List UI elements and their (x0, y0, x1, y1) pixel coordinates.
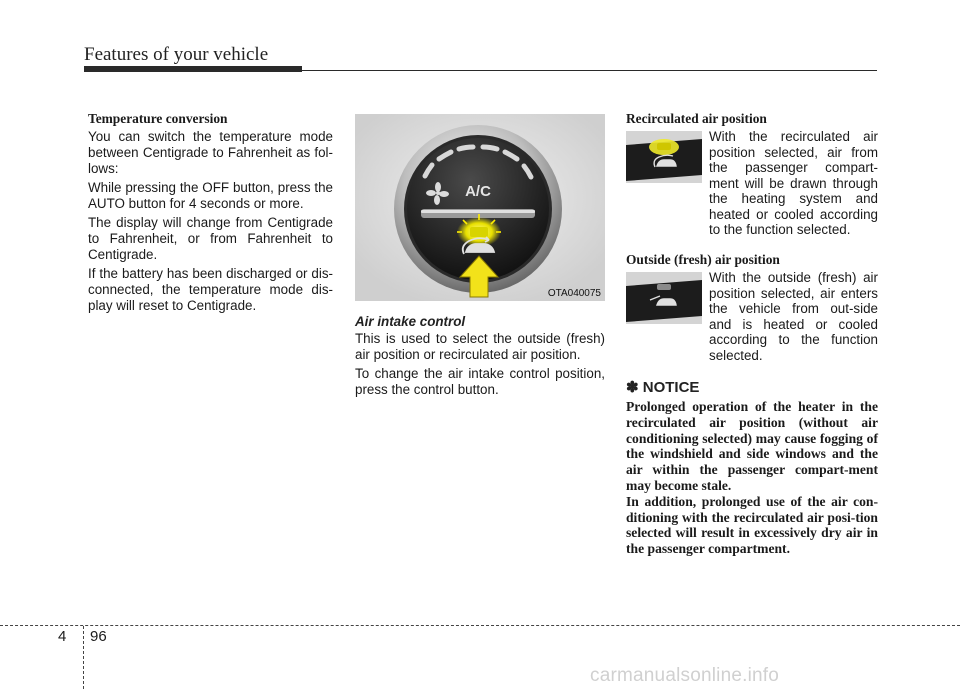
watermark: carmanualsonline.info (590, 665, 780, 686)
figure-code: OTA040075 (547, 288, 601, 299)
tc-paragraph: The display will change from Centigrade to Fahrenheit, or from Fahrenheit to Centigrade. (88, 215, 333, 262)
tc-paragraph: While pressing the OFF button, press the AUTO button for 4 seconds or more. (88, 180, 333, 211)
tc-paragraph: If the battery has been discharged or dis-connected, the temperature mode dis-play will reset to Centigrade. (88, 266, 333, 313)
tc-paragraph: You can switch the temperature mode between Centigrade to Fahrenheit as fol-lows: (88, 129, 333, 176)
ac-knob-illustration (355, 114, 605, 301)
chapter-number: 4 (58, 628, 67, 645)
notice-paragraph: In addition, prolonged use of the air con-ditioning with the recirculated air posi-tion selected will result in excessively dry air in the passenger compartment. (626, 493, 878, 557)
recirculated-heading: Recirculated air position (626, 111, 767, 126)
air-intake-paragraph: This is used to select the outside (fresh) air position or recirculated air position. (355, 331, 605, 362)
temperature-conversion-heading: Temperature conversion (88, 111, 228, 126)
footer-rule (0, 625, 960, 626)
air-intake-section (355, 314, 605, 401)
notice-paragraph: Prolonged operation of the heater in the recirculated air position (without air conditioning selected) may cause fogging of the windshield and side windows and the air within the passenger compart-ment may become stale. (626, 399, 878, 493)
notice-title: ✽ NOTICE (626, 379, 700, 396)
ac-label: A/C (465, 183, 491, 200)
air-intake-heading: Air intake control (355, 314, 466, 329)
outside-text: With the outside (fresh) air position selected, air enters the vehicle from out-side and is heated or cooled according to the function selected. (709, 270, 878, 363)
footer-divider (83, 626, 84, 689)
air-intake-paragraph: To change the air intake control position, press the control button. (355, 366, 605, 397)
air-intake-figure (355, 114, 605, 301)
recirculated-text: With the recirculated air position selected, air from the passenger compart-ment will be drawn through the heating system and heated or cooled according to the function selected. (709, 129, 878, 237)
temperature-conversion-section (88, 111, 333, 317)
outside-thumbnail (626, 272, 702, 324)
recirculated-thumbnail (626, 131, 702, 183)
outside-heading: Outside (fresh) air position (626, 252, 780, 267)
page-header-title: Features of your vehicle (84, 44, 269, 65)
page-number: 96 (90, 628, 107, 645)
header-rule-thin (302, 70, 877, 71)
notice-body (626, 399, 878, 557)
header-rule-thick (84, 66, 302, 72)
